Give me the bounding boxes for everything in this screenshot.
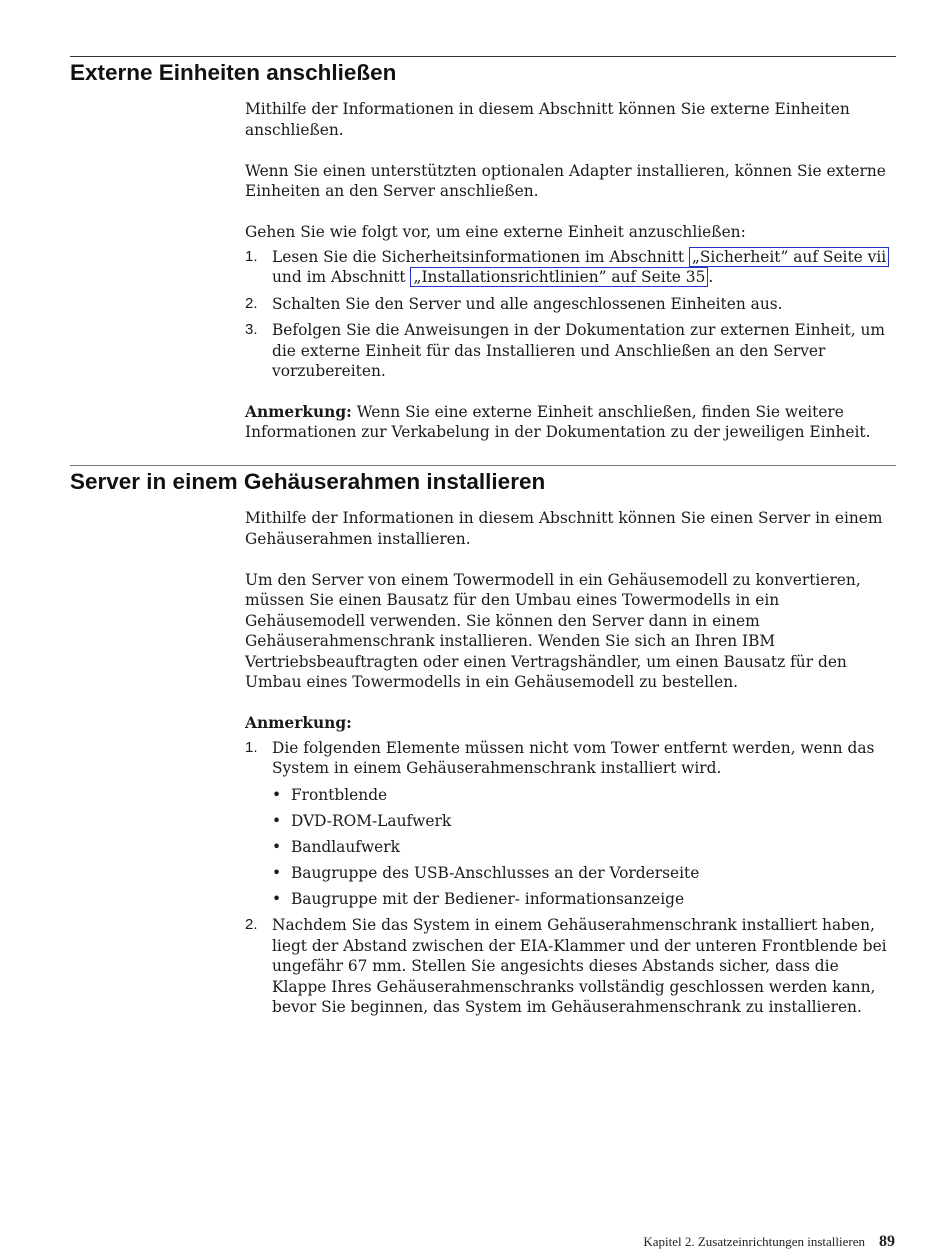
step-text: Lesen Sie die Sicherheitsinformationen im Abschnitt [272,247,689,266]
section-body [245,508,890,1024]
bullet-icon: • [272,785,282,804]
bullet-item [272,785,890,806]
list-item [245,247,890,288]
safety-link[interactable]: „Sicherheit” auf Seite vii [689,247,889,267]
note-label: Anmerkung: [245,402,352,421]
bullet-text: Frontblende [291,785,388,804]
note-label: Anmerkung: [245,714,352,732]
page-footer [643,1233,895,1251]
bullet-text: Bandlaufwerk [291,837,400,856]
paragraph: Gehen Sie wie folgt vor, um eine externe Einheit anzuschließen: [245,223,746,241]
bullet-item [272,837,890,858]
bullet-icon: • [272,837,282,856]
item-text: Nachdem Sie das System in einem Gehäuserahmenschrank installiert haben, liegt der Abstand zwischen der EIA-Klammer und der unteren Frontblende bei ungefähr 67 mm. Stellen Sie angesichts dieses Abstands sicher, dass die Klappe Ihres Gehäuserahmenschranks vollständig geschlossen werden kann, bevor Sie beginnen, das System im Gehäuserahmenschrank zu installieren. [272,916,887,1016]
section-body [245,99,890,463]
bullet-text: Baugruppe mit der Bediener- informationsanzeige [291,889,685,908]
paragraph: Um den Server von einem Towermodell in ein Gehäusemodell zu konvertieren, müssen Sie einen Bausatz für den Umbau eines Towermodells in ein Gehäusemodell verwenden. Sie können den Server dann in einem Gehäuserahmenschrank installieren. Wenden Sie sich an Ihren IBM Vertriebsbeauftragten oder einen Vertragshändler, um einen Bausatz für den Umbau eines Towermodells in ein Gehäusemodell zu bestellen. [245,570,861,691]
section-title: Externe Einheiten anschließen [70,60,397,85]
step-text: . [708,268,714,286]
bullet-text: DVD-ROM-Laufwerk [291,811,452,830]
page-number: 89 [879,1233,895,1250]
item-text: Die folgenden Elemente müssen nicht vom Tower entfernt werden, wenn das System in einem Gehäuserahmenschrank installiert wird. [272,738,875,777]
notes-list [245,738,890,1018]
note-text: Wenn Sie eine externe Einheit anschließen, finden Sie weitere Informationen zur Verkabelung in der Dokumentation zu der jeweiligen Einheit. [245,402,871,441]
paragraph: Mithilfe der Informationen in diesem Abschnitt können Sie externe Einheiten anschließen. [245,100,850,139]
note [245,713,890,734]
list-number: 1. [245,247,258,265]
bullet-item [272,811,890,832]
chapter-title: Kapitel 2. Zusatzeinrichtungen installieren [643,1234,865,1249]
list-number: 1. [245,738,258,756]
list-item [245,915,890,1018]
bullet-icon: • [272,811,282,830]
bullet-list [272,785,890,910]
paragraph: Mithilfe der Informationen in diesem Abschnitt können Sie einen Server in einem Gehäuserahmen installieren. [245,509,883,548]
list-number: 3. [245,321,258,338]
steps-list [245,247,890,382]
bullet-icon: • [272,889,282,908]
list-item [245,738,890,910]
step-text: Befolgen Sie die Anweisungen in der Dokumentation zur externen Einheit, um die externe Einheit für das Installieren und Anschließen an den Server vorzubereiten. [272,321,885,380]
section-title: Server in einem Gehäuserahmen installieren [70,469,546,494]
list-number: 2. [245,294,258,312]
bullet-item [272,863,890,884]
step-text: Schalten Sie den Server und alle angeschlossenen Einheiten aus. [272,294,783,313]
bullet-text: Baugruppe des USB-Anschlusses an der Vorderseite [291,863,700,882]
step-text: und im Abschnitt [272,268,411,286]
installation-guidelines-link[interactable]: „Installationsrichtlinien” auf Seite 35 [410,267,708,287]
section-divider [70,56,896,57]
list-item [245,320,890,382]
note [245,402,890,443]
bullet-item [272,889,890,910]
paragraph: Wenn Sie einen unterstützten optionalen Adapter installieren, können Sie externe Einheiten an den Server anschließen. [245,161,886,200]
bullet-icon: • [272,863,282,882]
list-number: 2. [245,916,258,933]
list-item [245,294,890,315]
section-divider [70,465,896,466]
